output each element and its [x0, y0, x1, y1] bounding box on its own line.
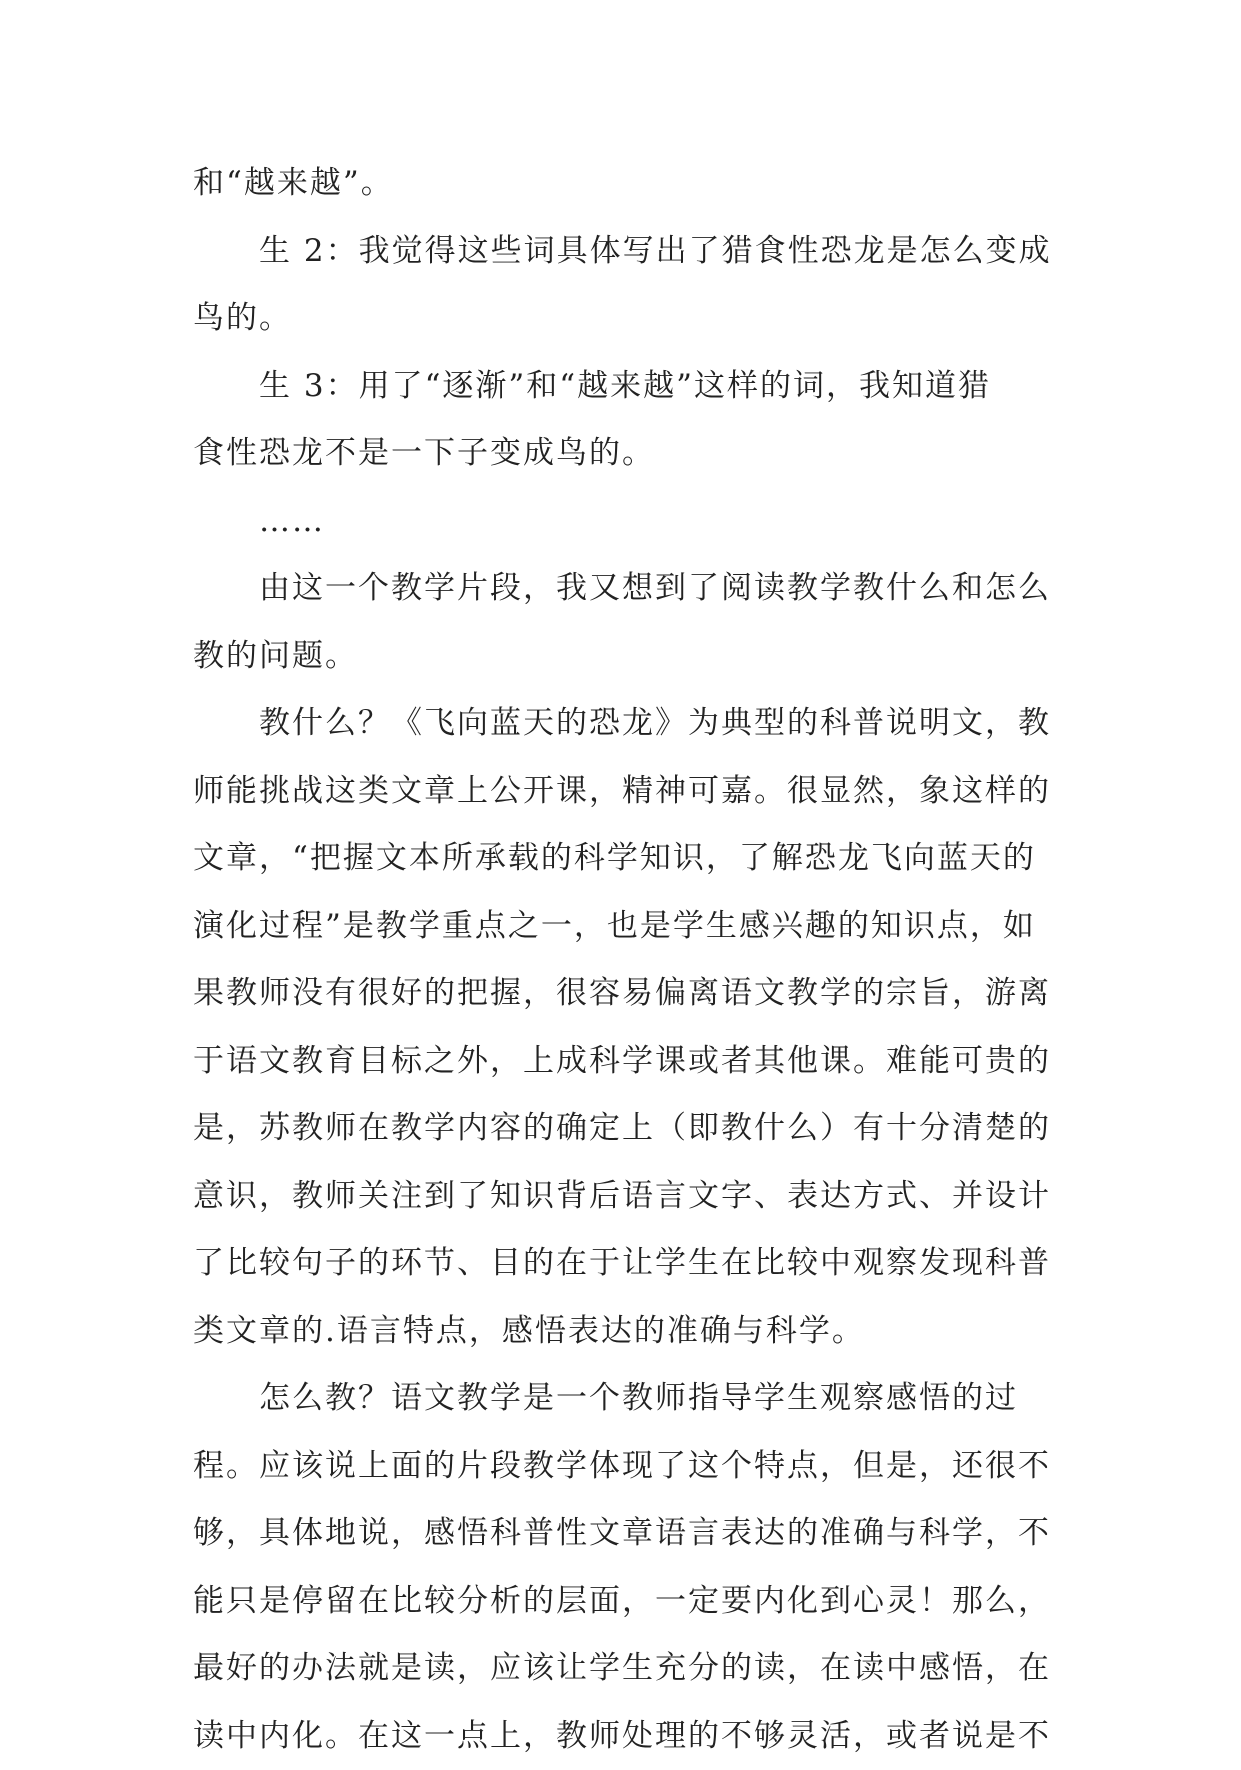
- text-line: 读中内化。在这一点上，教师处理的不够灵活，或者说是不: [193, 1703, 1055, 1770]
- text-line: 师能挑战这类文章上公开课，精神可嘉。很显然，象这样的: [193, 758, 1055, 826]
- text-line: 文章，“把握文本所承载的科学知识，了解恐龙飞向蓝天的: [193, 825, 1055, 893]
- text-line: 食性恐龙不是一下子变成鸟的。: [193, 420, 1055, 488]
- text-line: 于语文教育目标之外，上成科学课或者其他课。难能可贵的: [193, 1028, 1055, 1096]
- text-line: 演化过程”是教学重点之一，也是学生感兴趣的知识点，如: [193, 893, 1055, 961]
- ellipsis-line: ……: [193, 488, 1055, 556]
- text-line: 意识，教师关注到了知识背后语言文字、表达方式、并设计: [193, 1163, 1055, 1231]
- text-line: 果教师没有很好的把握，很容易偏离语文教学的宗旨，游离: [193, 960, 1055, 1028]
- text-line: 生 2：我觉得这些词具体写出了猎食性恐龙是怎么变成: [193, 218, 1055, 286]
- text-line: 和“越来越”。: [193, 150, 1055, 218]
- text-line: 怎么教？语文教学是一个教师指导学生观察感悟的过: [193, 1365, 1055, 1433]
- text-line: 鸟的。: [193, 285, 1055, 353]
- body-text: [193, 150, 1055, 1770]
- text-line: 够，具体地说，感悟科普性文章语言表达的准确与科学，不: [193, 1500, 1055, 1568]
- text-line: 是，苏教师在教学内容的确定上（即教什么）有十分清楚的: [193, 1095, 1055, 1163]
- text-line: 教什么？《飞向蓝天的恐龙》为典型的科普说明文，教: [193, 690, 1055, 758]
- text-line: 最好的办法就是读，应该让学生充分的读，在读中感悟，在: [193, 1635, 1055, 1703]
- text-line: 能只是停留在比较分析的层面，一定要内化到心灵！那么，: [193, 1568, 1055, 1636]
- text-line: 类文章的.语言特点，感悟表达的准确与科学。: [193, 1298, 1055, 1366]
- text-line: 程。应该说上面的片段教学体现了这个特点，但是，还很不: [193, 1433, 1055, 1501]
- text-line: 了比较句子的环节、目的在于让学生在比较中观察发现科普: [193, 1230, 1055, 1298]
- text-line: 教的问题。: [193, 623, 1055, 691]
- text-line: 生 3：用了“逐渐”和“越来越”这样的词，我知道猎: [193, 353, 1055, 421]
- text-line: 由这一个教学片段，我又想到了阅读教学教什么和怎么: [193, 555, 1055, 623]
